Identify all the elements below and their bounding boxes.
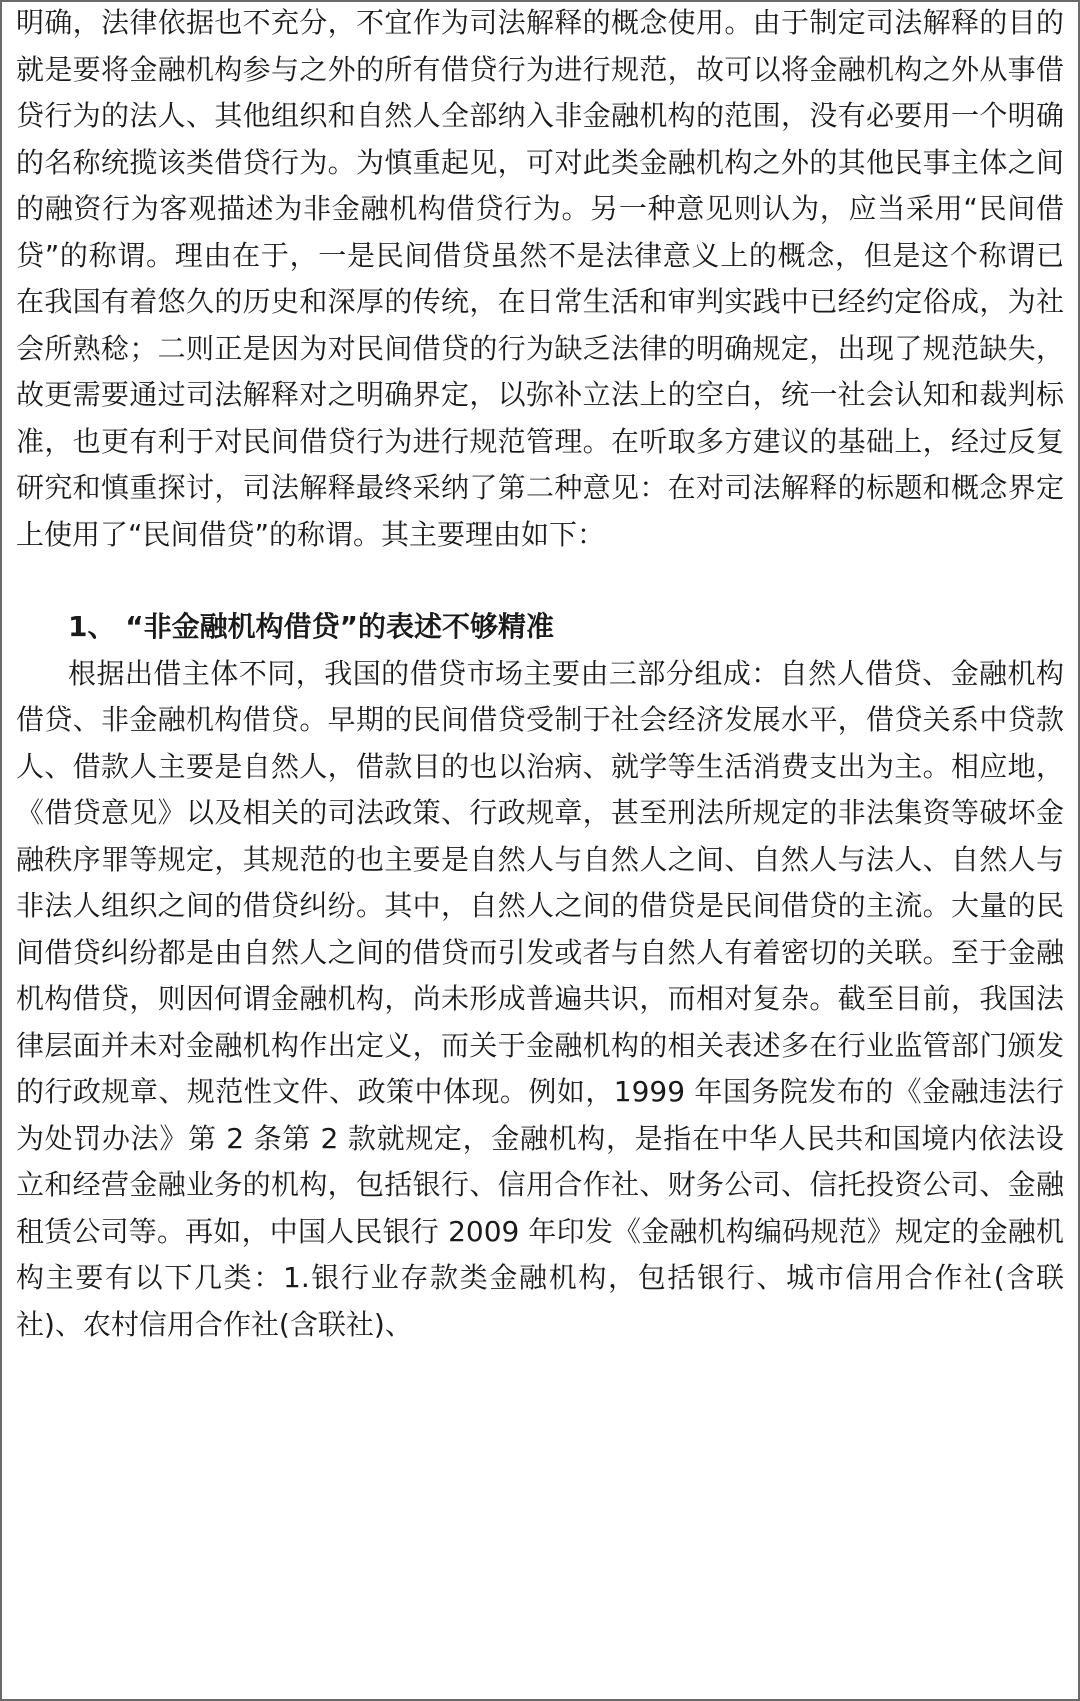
paragraph-section-1: 根据出借主体不同，我国的借贷市场主要由三部分组成：自然人借贷、金融机构借贷、非金融机构借贷。早期的民间借贷受制于社会经济发展水平，借贷关系中贷款人、借款人主要是自然人，借款目的也以治病、就学等生活消费支出为主。相应地，《借贷意见》以及相关的司法政策、行政规章，甚至刑法所规定的非法集资等破坏金融秩序罪等规定，其规范的也主要是自然人与自然人之间、自然人与法人、自然人与非法人组织之间的借贷纠纷。其中，自然人之间的借贷是民间借贷的主流。大量的民间借贷纠纷都是由自然人之间的借贷而引发或者与自然人有着密切的关联。至于金融机构借贷，则因何谓金融机构，尚未形成普遍共识，而相对复杂。截至目前，我国法律层面并未对金融机构作出定义，而关于金融机构的相关表述多在行业监管部门颁发的行政规章、规范性文件、政策中体现。例如，1999 年国务院发布的《金融违法行为处罚办法》第 2 条第 2 款就规定，金融机构，是指在中华人民共和国境内依法设立和经营金融业务的机构，包括银行、信用合作社、财务公司、信托投资公司、金融租赁公司等。再如，中国人民银行 2009 年印发《金融机构编码规范》规定的金融机构主要有以下几类：1.银行业存款类金融机构，包括银行、城市信用合作社(含联社)、农村信用合作社(含联社)、 xyxy=(16,656,1064,1341)
section-heading-1: 1、 “非金融机构借贷”的表述不够精准 xyxy=(68,610,555,643)
paragraph-intro: 明确，法律依据也不充分，不宜作为司法解释的概念使用。由于制定司法解释的目的就是要将金融机构参与之外的所有借贷行为进行规范，故可以将金融机构之外从事借贷行为的法人、其他组织和自然人全部纳入非金融机构的范围，没有必要用一个明确的名称统揽该类借贷行为。为慎重起见，可对此类金融机构之外的其他民事主体之间的融资行为客观描述为非金融机构借贷行为。另一种意见则认为，应当采用“民间借贷”的称谓。理由在于，一是民间借贷虽然不是法律意义上的概念，但是这个称谓已在我国有着悠久的历史和深厚的传统，在日常生活和审判实践中已经约定俗成，为社会所熟稔；二则正是因为对民间借贷的行为缺乏法律的明确规定，出现了规范缺失，故更需要通过司法解释对之明确界定，以弥补立法上的空白，统一社会认知和裁判标准，也更有利于对民间借贷行为进行规范管理。在听取多方建议的基础上，经过反复研究和慎重探讨，司法解释最终采纳了第二种意见：在对司法解释的标题和概念界定上使用了“民间借贷”的称谓。其主要理由如下： xyxy=(16,6,1064,551)
